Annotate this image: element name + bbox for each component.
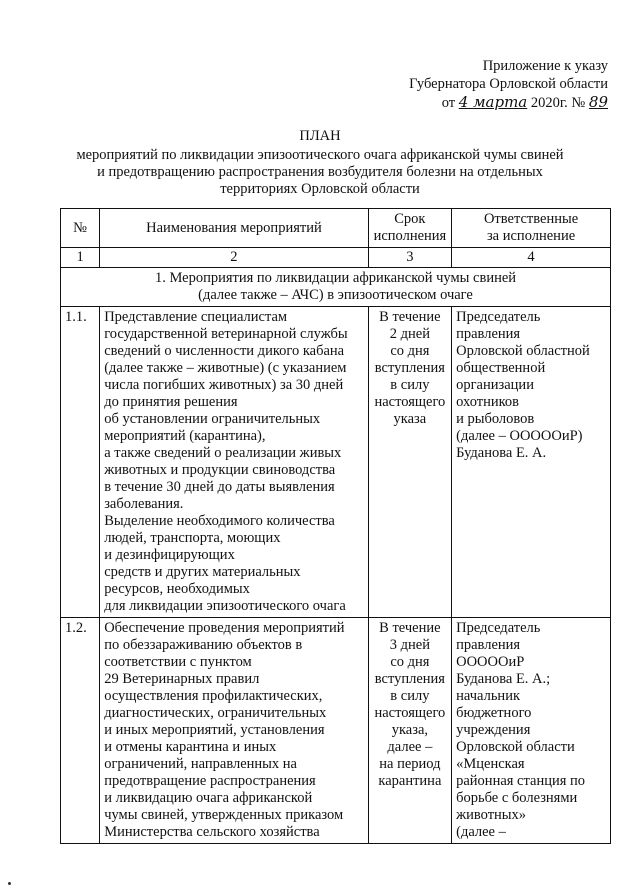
handwritten-number: 89 [588, 93, 608, 111]
table-row [61, 618, 611, 844]
row-responsible: Председатель правления Орловской областной общественной организации охотников и рыболовов (далее – ОООООиР) Буданова Е. А. [452, 307, 611, 618]
column-number-1: 1 [61, 248, 100, 268]
document-subtitle: мероприятий по ликвидации эпизоотического очага африканской чумы свиней и предотвращению распространения возбудителя болезни на отдельных территориях Орловской области [76, 147, 564, 197]
row-number: 1.1. [61, 307, 100, 618]
year-and-number-label: 2020г. № [530, 95, 586, 111]
header-term: Срок исполнения [368, 209, 451, 248]
row-responsible: Председатель правления ОООООиР Буданова Е. А.; начальник бюджетного учреждения Орловской области «Мценская районная станция по борьбе с болезнями животных» (далее – [452, 618, 611, 844]
appendix-header [368, 57, 608, 112]
row-term: В течение 2 дней со дня вступления в силу настоящего указа [368, 307, 451, 618]
header-activities: Наименования мероприятий [100, 209, 368, 248]
date-prefix: от [441, 95, 456, 111]
header-row [61, 209, 611, 248]
row-number: 1.2. [61, 618, 100, 844]
row-activity-text: Представление специалистам государственной ветеринарной службы сведений о численности дикого кабана (далее также – животные) (с указанием числа погибших животных) за 30 дней до принятия решения об установлении ограничительных мероприятий (карантина), а также сведений о реализации живых животных и продукции свиноводства в течение 30 дней до даты выявления заболевания. Выделение необходимого количества людей, транспорта, моющих и дезинфицирующих средств и других материальных ресурсов, необходимых для ликвидации эпизоотического очага [100, 307, 368, 618]
header-responsible: Ответственные за исполнение [452, 209, 611, 248]
column-number-4: 4 [452, 248, 611, 268]
row-term: В течение 3 дней со дня вступления в силу настоящего указа, далее – на период карантина [368, 618, 451, 844]
appendix-date-line [368, 93, 608, 112]
header-number: № [61, 209, 100, 248]
appendix-line-1: Приложение к указу [482, 58, 608, 74]
row-activity-text: Обеспечение проведения мероприятий по обеззараживанию объектов в соответствии с пунктом 29 Ветеринарных правил осуществления профилактических, диагностических, ограничительных и иных мероприятий, установления и отмены карантина и иных ограничений, направленных на предотвращение распространения и ликвидацию очага африканской чумы свиней, утвержденных приказом Министерства сельского хозяйства [100, 618, 368, 844]
column-number-3: 3 [368, 248, 451, 268]
section-title: 1. Мероприятия по ликвидации африканской чумы свиней (далее также – АЧС) в эпизоотическом очаге [61, 268, 611, 307]
handwritten-date: 4 марта [458, 93, 528, 111]
scan-speck [8, 882, 11, 885]
table-row [61, 307, 611, 618]
appendix-line-2: Губернатора Орловской области [409, 76, 608, 92]
document-title: ПЛАН [299, 128, 341, 144]
column-number-2: 2 [100, 248, 368, 268]
section-row [61, 268, 611, 307]
plan-table [60, 208, 611, 844]
column-number-row [61, 248, 611, 268]
